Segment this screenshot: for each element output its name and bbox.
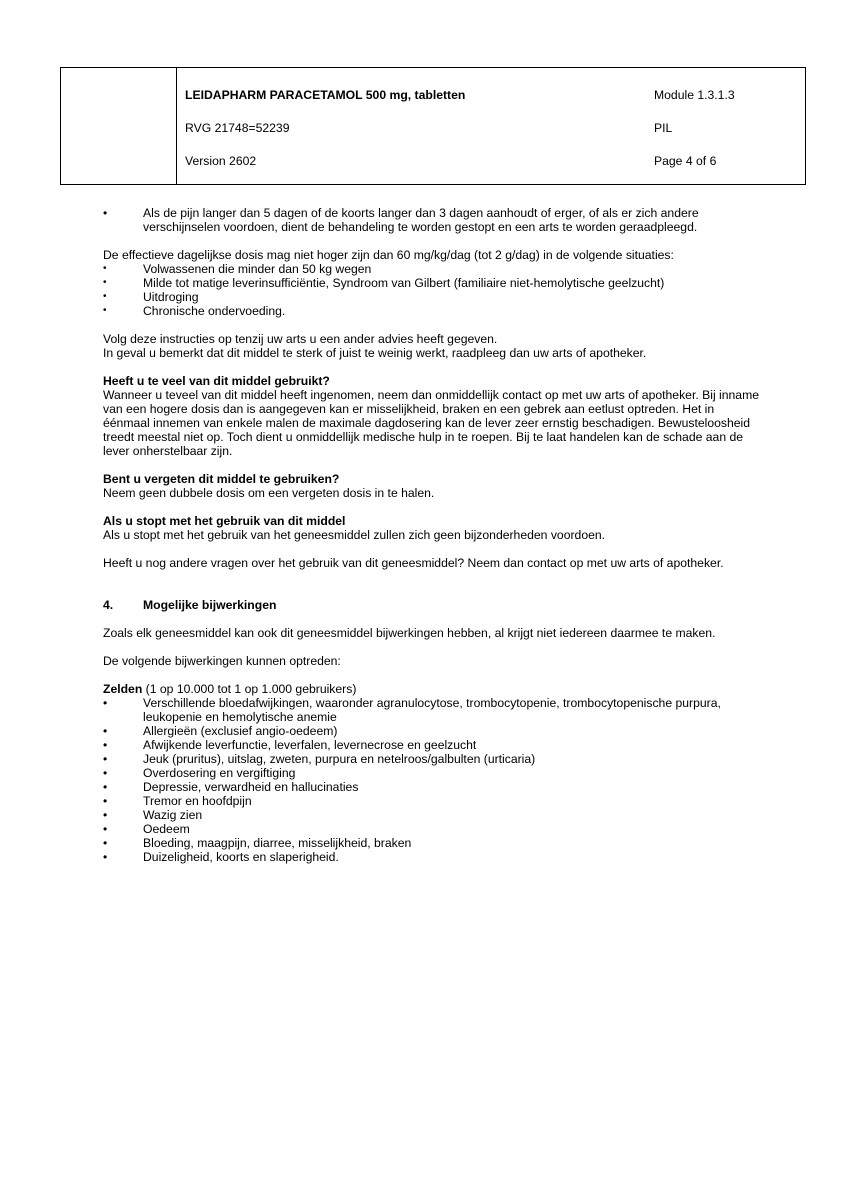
bullet <box>103 206 123 220</box>
forgot-heading: Bent u vergeten dit middel te gebruiken? <box>103 472 340 486</box>
document-type: PIL <box>654 121 673 135</box>
product-title: LEIDAPHARM PARACETAMOL 500 mg, tabletten <box>185 88 466 102</box>
follow-instructions: Volg deze instructies op tenzij uw arts u een ander advies heeft gegeven. <box>103 332 498 346</box>
frequency-range: (1 op 10.000 tot 1 op 1.000 gebruikers) <box>142 682 357 696</box>
section-heading <box>103 598 763 612</box>
rare-side-effects-list <box>103 696 763 864</box>
rvg-number: RVG 21748=52239 <box>185 121 290 135</box>
page-body <box>103 206 763 864</box>
document-header-table <box>60 67 806 185</box>
side-effects-following: De volgende bijwerkingen kunnen optreden: <box>103 654 341 668</box>
frequency-label: Zelden <box>103 682 143 696</box>
module-label: Module 1.3.1.3 <box>654 88 735 102</box>
list-item: • Jeuk (pruritus), uitslag, zweten, purpura en netelroos/galbulten (urticaria) <box>103 752 763 766</box>
page-number: Page 4 of 6 <box>654 154 717 168</box>
list-item: • Volwassenen die minder dan 50 kg wegen <box>103 262 372 276</box>
dose-paragraph: De effectieve dagelijkse dosis mag niet hoger zijn dan 60 mg/kg/dag (tot 2 g/dag) in de volgende situaties: <box>103 248 674 262</box>
list-item: • Uitdroging <box>103 290 199 304</box>
overdose-text: Wanneer u teveel van dit middel heeft ingenomen, neem dan onmiddellijk contact op met uw arts of apotheker. Bij inname van een hogere dosis dan is aangegeven kan er misselijkheid, braken en een gebrek aan eetlust optreden. Het in éénmaal innemen van enkele malen de maximale dagdosering kan de lever zeer ernstig beschadigen. Bewusteloosheid treedt meestal niet op. Toch dient u onmiddellijk medische hulp in te roepen. Bij te laat handelen kan de schade aan de lever onherstelbaar zijn. <box>103 388 760 458</box>
questions-text: Heeft u nog andere vragen over het gebruik van dit geneesmiddel? Neem dan contact op met uw arts of apotheker. <box>103 556 724 570</box>
list-item: • Tremor en hoofdpijn <box>103 794 763 808</box>
version-label: Version 2602 <box>185 154 257 168</box>
list-item: • Allergieën (exclusief angio-oedeem) <box>103 724 763 738</box>
list-item: • Depressie, verwardheid en hallucinaties <box>103 780 763 794</box>
list-item: • Milde tot matige leverinsufficiëntie, Syndroom van Gilbert (familiaire niet-hemolytische geelzucht) <box>103 276 665 290</box>
header-divider <box>176 68 177 184</box>
list-item: • Wazig zien <box>103 808 763 822</box>
stop-heading: Als u stopt met het gebruik van dit middel <box>103 514 346 528</box>
overdose-heading: Heeft u te veel van dit middel gebruikt? <box>103 374 330 388</box>
section-number: 4. <box>103 598 114 612</box>
frequency-line <box>103 682 763 696</box>
forgot-text: Neem geen dubbele dosis om een vergeten dosis in te halen. <box>103 486 435 500</box>
list-item: • Oedeem <box>103 822 763 836</box>
follow-instructions-2: In geval u bemerkt dat dit middel te sterk of juist te weinig werkt, raadpleeg dan uw arts of apotheker. <box>103 346 647 360</box>
list-item <box>103 206 763 234</box>
stop-text: Als u stopt met het gebruik van het geneesmiddel zullen zich geen bijzonderheden voordoen. <box>103 528 606 542</box>
list-item: • Duizeligheid, koorts en slaperigheid. <box>103 850 763 864</box>
list-item: • Overdosering en vergiftiging <box>103 766 763 780</box>
list-item: • Verschillende bloedafwijkingen, waaronder agranulocytose, trombocytopenie, trombocytopenische purpura, leukopenie en hemolytische anemie <box>103 696 763 724</box>
list-item-text: Als de pijn langer dan 5 dagen of de koorts langer dan 3 dagen aanhoudt of erger, of als er zich andere verschijnselen voordoen, dient de behandeling te worden gestopt en een arts te worden geraadpleegd. <box>143 206 699 234</box>
list-item: • Chronische ondervoeding. <box>103 304 286 318</box>
dose-list <box>103 262 763 318</box>
list-item: • Afwijkende leverfunctie, leverfalen, levernecrose en geelzucht <box>103 738 763 752</box>
list-item: • Bloeding, maagpijn, diarree, misselijkheid, braken <box>103 836 763 850</box>
side-effects-intro: Zoals elk geneesmiddel kan ook dit geneesmiddel bijwerkingen hebben, al krijgt niet iedereen daarmee te maken. <box>103 626 716 640</box>
section-title: Mogelijke bijwerkingen <box>143 598 277 612</box>
